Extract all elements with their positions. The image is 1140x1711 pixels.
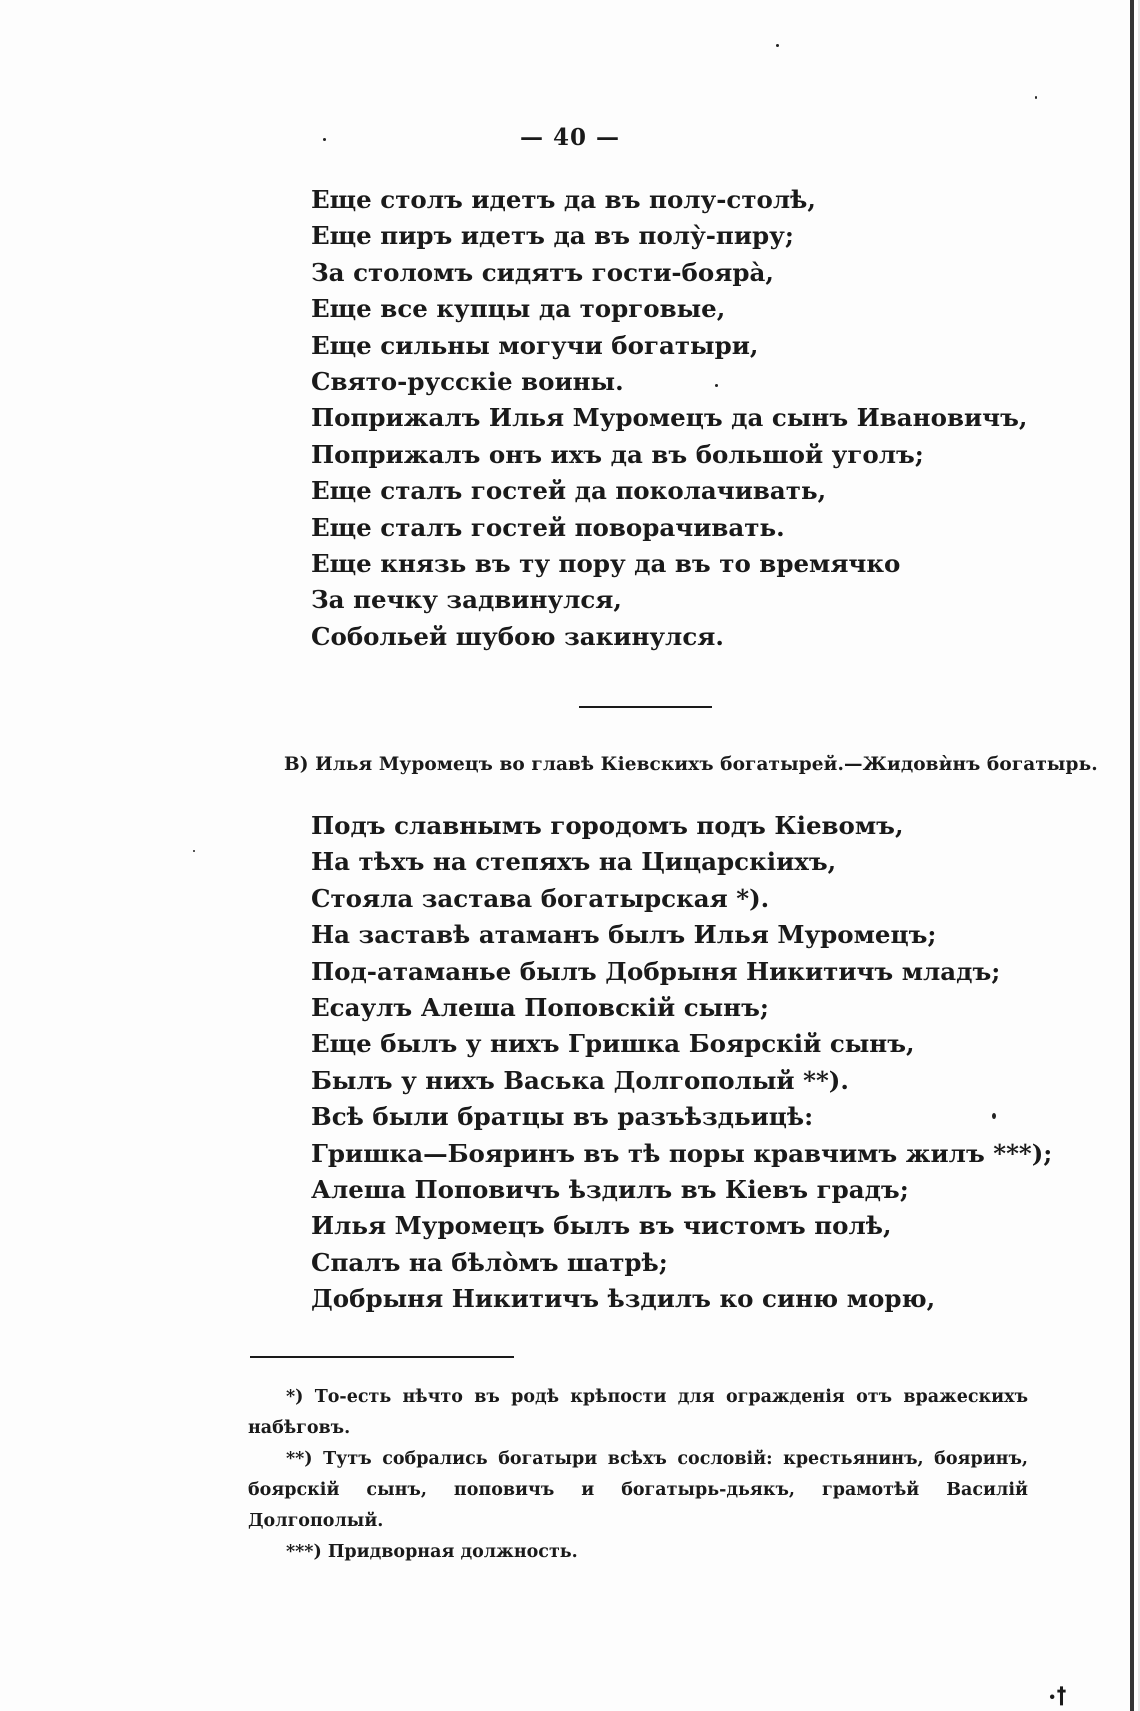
scan-speck [715,384,718,387]
verse-line: Всѣ были братцы въ разъѣздьицѣ: [311,1102,814,1132]
verse-line: Еще сильны могучи богатыри, [311,330,759,360]
verse-line: Спалъ на бѣлòмъ шатрѣ; [311,1247,668,1277]
verse-line: Еще пиръ идетъ да въ полу̀-пиру; [311,221,794,251]
scan-artifact-mark: ·ꝉ [1048,1682,1067,1711]
scan-speck [1035,96,1037,99]
footnote: *) То-есть нѣчто въ родѣ крѣпости для огражденія отъ вражескихъ набѣговъ. [248,1387,1028,1438]
scan-speck [992,1113,996,1119]
footnote: **) Тутъ собрались богатыри всѣхъ сословій: крестьянинъ, бояринъ, боярскій сынъ, поповичъ и богатырь-дьякъ, грамотѣй Василій Долгополый. [248,1449,1028,1531]
verse-line: Илья Муромецъ былъ въ чистомъ полѣ, [311,1211,892,1241]
verse-line: Еще сталъ гостей поворачивать. [311,512,785,542]
binding-edge [1130,0,1134,1711]
scan-speck [193,850,195,852]
scan-speck [323,138,326,141]
verse-line: Под-атаманье былъ Добрыня Никитичъ младъ; [311,956,1001,986]
verse-line: На тѣхъ на степяхъ на Цицарскіихъ, [311,847,837,877]
section-heading: В) Илья Муромецъ во главѣ Кіевскихъ богатырей.—Жидовѝнъ богатырь. [284,754,1098,775]
footnote-rule [250,1356,514,1358]
verse-line: Еще столъ идетъ да въ полу-столѣ, [311,185,816,214]
verse-line: Еще сталъ гостей да поколачивать, [311,476,827,506]
verse-line: Подъ славнымъ городомъ подъ Кіевомъ, [311,811,904,840]
page-number: — 40 — [519,124,621,151]
verse-line: За печку задвинулся, [311,585,622,615]
verse-line: Собольей шубою закинулся. [311,621,724,651]
verse-line: Есаулъ Алеша Поповскій сынъ; [311,993,769,1023]
verse-line: На заставѣ атаманъ былъ Илья Муромецъ; [311,920,937,950]
section-separator [579,706,712,708]
verse-line: Еще князь въ ту пору да въ то времячко [311,549,901,579]
verse-line: Еще былъ у нихъ Гришка Боярскій сынъ, [311,1029,915,1059]
verse-line: Еще все купцы да торговые, [311,294,726,324]
verse-line: Стояла застава богатырская *). [311,883,770,913]
verse-line: Алеша Поповичъ ѣздилъ въ Кіевъ градъ; [311,1175,909,1205]
verse-line: Гришка—Бояринъ въ тѣ поры кравчимъ жилъ ***); [311,1138,1053,1168]
footnotes [248,1382,1028,1568]
footnote: ***) Придворная должность. [286,1542,578,1562]
verse-block-a [311,182,1027,655]
scan-speck [776,44,779,47]
verse-line: Добрыня Никитичъ ѣздилъ ко синю морю, [311,1284,936,1314]
verse-block-b [311,808,1052,1318]
verse-line: Былъ у нихъ Васька Долгополый **). [311,1065,849,1095]
verse-line: Поприжалъ Илья Муромецъ да сынъ Ивановичъ, [311,403,1028,433]
verse-line: Поприжалъ онъ ихъ да въ большой уголъ; [311,439,924,469]
verse-line: Свято-русскіе воины. [311,367,624,397]
verse-line: За столомъ сидятъ гости-бояра̀, [311,257,774,287]
